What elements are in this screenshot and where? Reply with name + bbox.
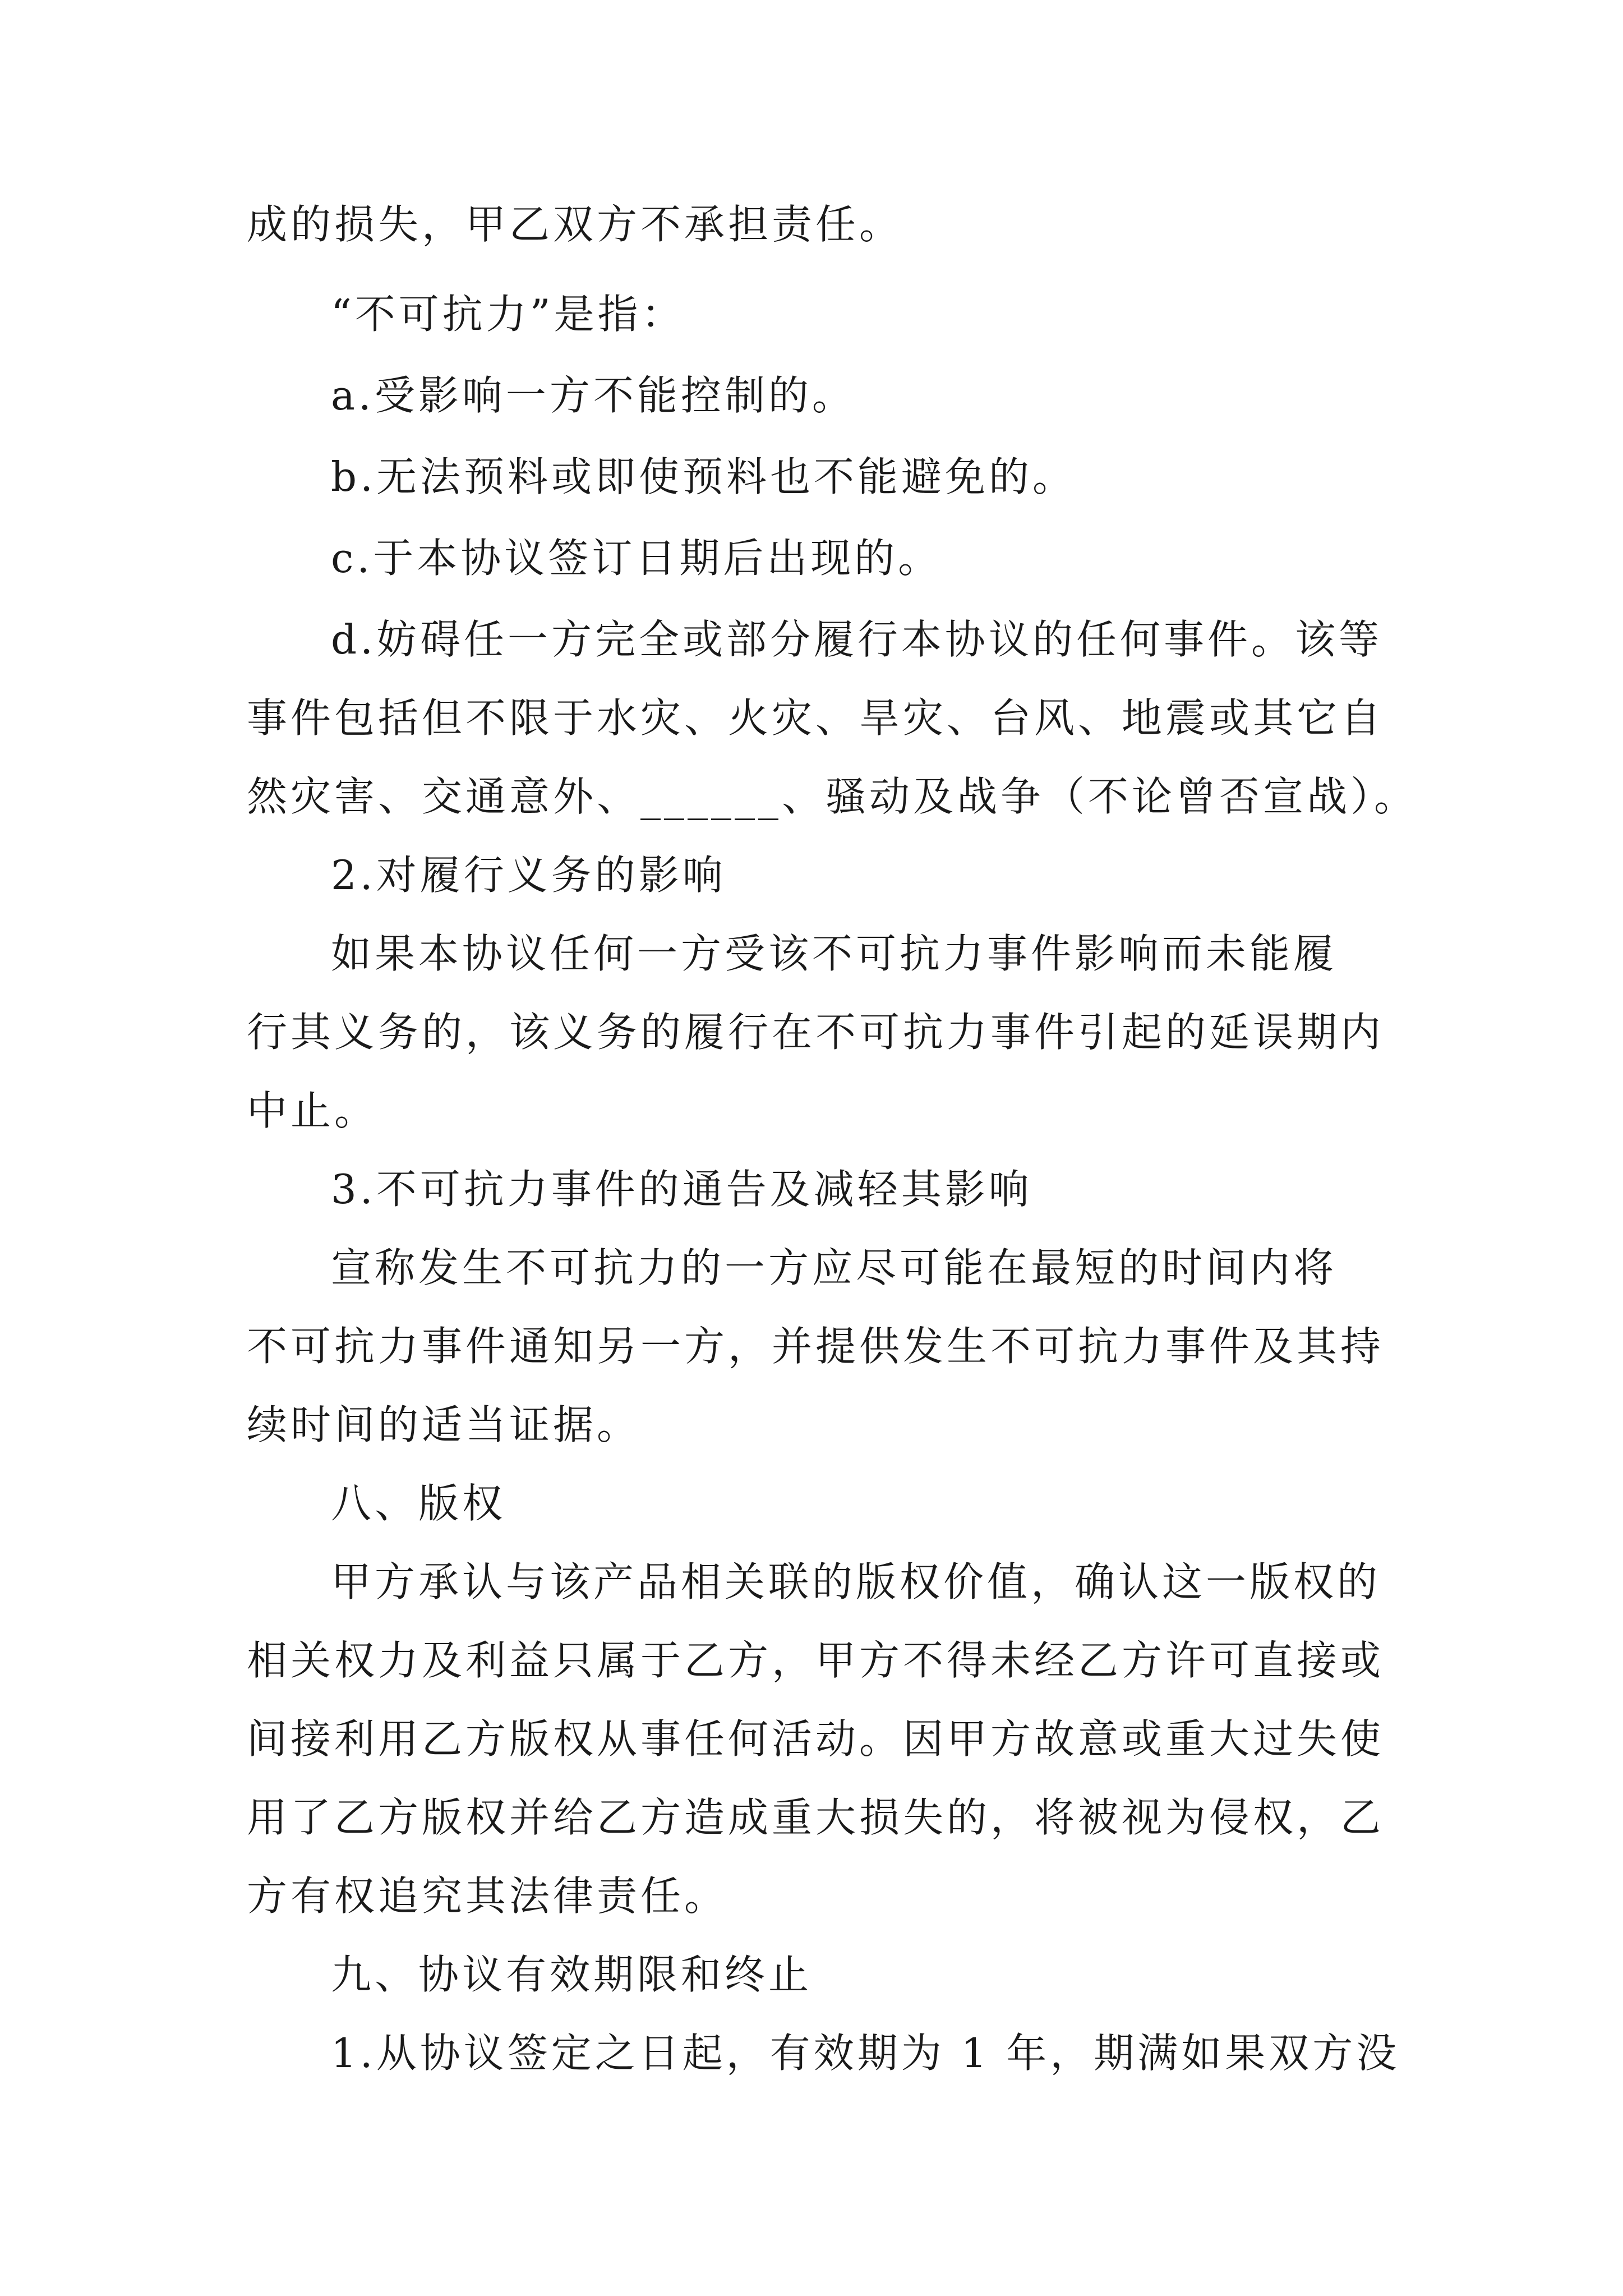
text-line: 如果本协议任何一方受该不可抗力事件影响而未能履 [331, 930, 1338, 977]
text-line: 中止。 [247, 1087, 379, 1134]
text-line: 用了乙方版权并给乙方造成重大损失的，将被视为侵权，乙 [247, 1794, 1385, 1841]
text-line: 1.从协议签定之日起，有效期为 1 年，期满如果双方没 [331, 2030, 1400, 2077]
text-line: 事件包括但不限于水灾、火灾、旱灾、台风、地震或其它自 [247, 694, 1385, 742]
text-line: 甲方承认与该产品相关联的版权价值，确认这一版权的 [331, 1558, 1381, 1605]
text-line: 3.不可抗力事件的通告及减轻其影响 [331, 1166, 1032, 1213]
text-line: 然灾害、交通意外、______、骚动及战争（不论曾否宣战）。 [247, 773, 1418, 820]
text-line: “不可抗力”是指： [331, 291, 685, 338]
text-line: 宣称发生不可抗力的一方应尽可能在最短的时间内将 [331, 1244, 1338, 1291]
text-line: c.于本协议签订日期后出现的。 [331, 535, 942, 582]
text-line: 2.对履行义务的影响 [331, 852, 726, 899]
text-line: 续时间的适当证据。 [247, 1401, 641, 1448]
text-line: d.妨碍任一方完全或部分履行本协议的任何事件。该等 [331, 616, 1382, 663]
section-heading: 八、版权 [331, 1480, 506, 1527]
text-line: b.无法预料或即使预料也不能避免的。 [331, 453, 1076, 500]
text-line: 成的损失，甲乙双方不承担责任。 [247, 201, 903, 248]
section-heading: 九、协议有效期限和终止 [331, 1951, 813, 1998]
text-line: 间接利用乙方版权从事任何活动。因甲方故意或重大过失使 [247, 1715, 1385, 1763]
text-line: 不可抗力事件通知另一方，并提供发生不可抗力事件及其持 [247, 1323, 1385, 1370]
text-line: 相关权力及利益只属于乙方，甲方不得未经乙方许可直接或 [247, 1637, 1385, 1684]
text-line: 方有权追究其法律责任。 [247, 1872, 728, 1920]
text-line: a.受影响一方不能控制的。 [331, 372, 856, 419]
text-line: 行其义务的，该义务的履行在不可抗力事件引起的延误期内 [247, 1009, 1385, 1056]
